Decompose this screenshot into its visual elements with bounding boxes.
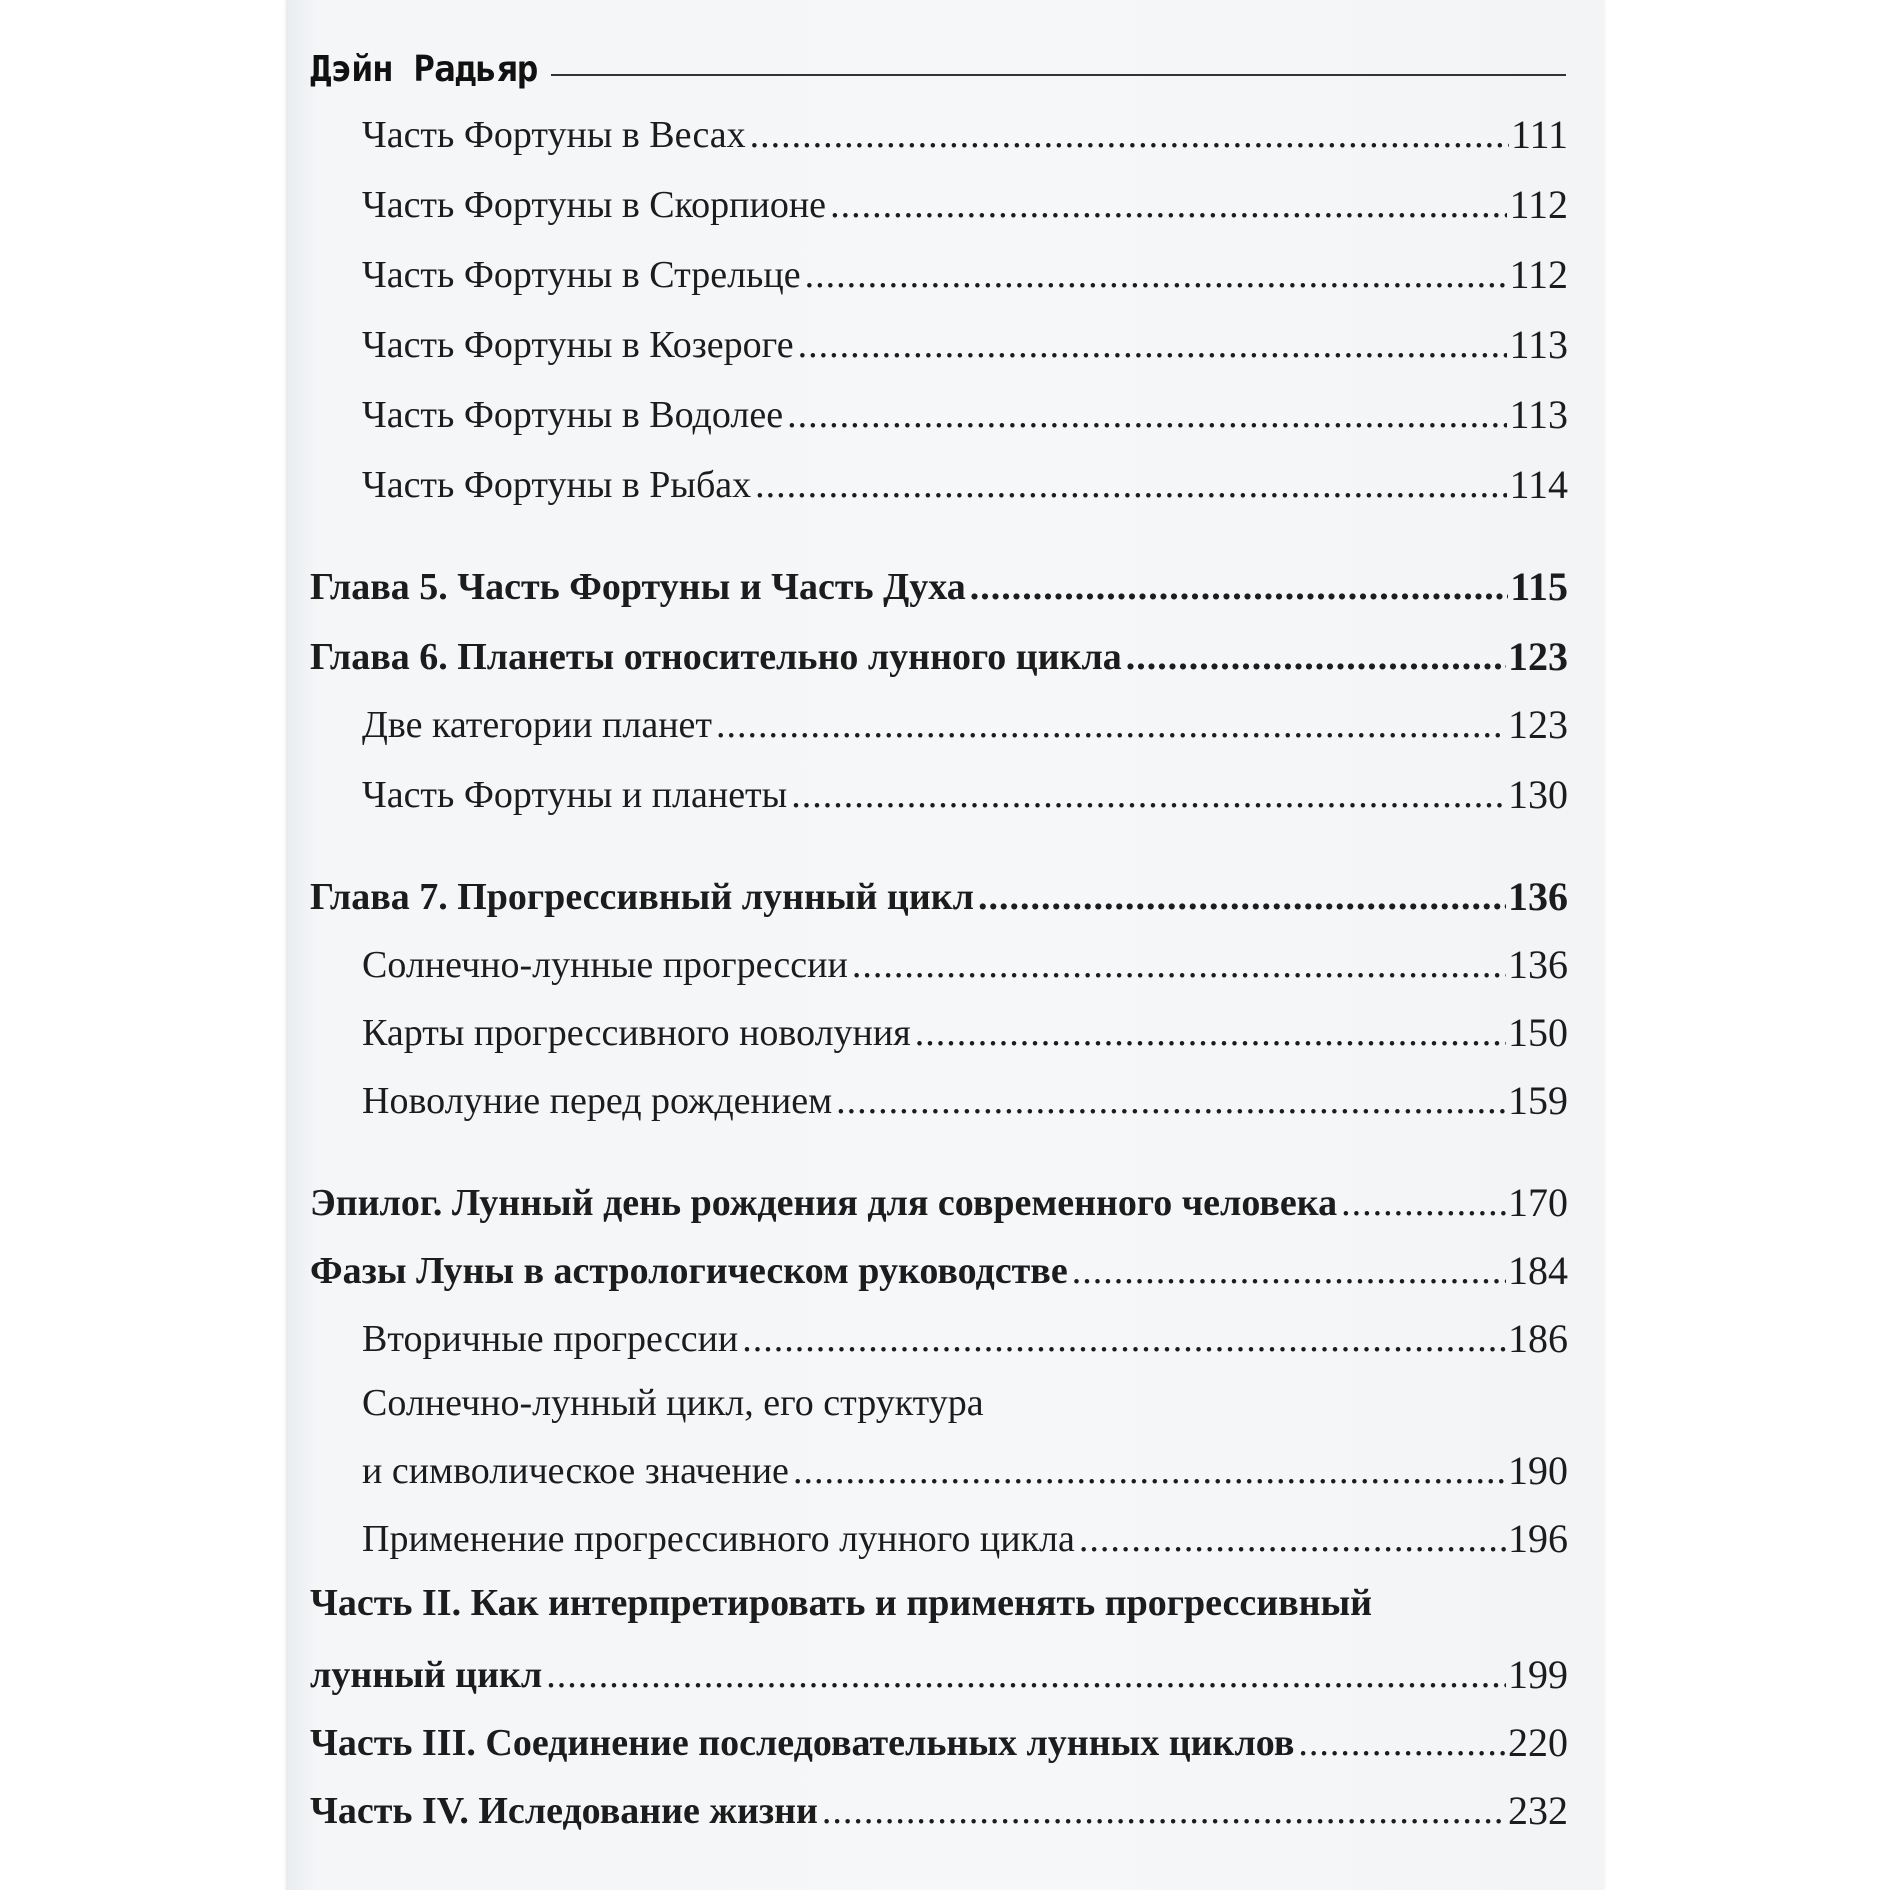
- toc-entry-page: 115: [1510, 564, 1568, 609]
- toc-entry-first-line: Солнечно-лунный цикл, его структура: [362, 1382, 984, 1424]
- toc-chapter-entry: [310, 564, 1568, 610]
- dot-leader: [787, 392, 1507, 438]
- dot-leader: [798, 322, 1508, 368]
- toc-entry-page: 123: [1508, 634, 1568, 679]
- dot-leader: [978, 874, 1506, 920]
- toc-entry-title: Часть Фортуны в Козероге: [362, 324, 794, 366]
- toc-entry: [310, 252, 1568, 298]
- dot-leader: [742, 1316, 1506, 1362]
- toc-entry-title: Часть Фортуны в Водолее: [362, 394, 784, 436]
- toc-entry-title: Карты прогрессивного новолуния: [362, 1012, 911, 1054]
- toc-entry-page: 112: [1509, 252, 1568, 297]
- toc-entry-title: Часть Фортуны в Рыбах: [362, 464, 752, 506]
- toc-entry-page: 196: [1508, 1516, 1568, 1561]
- dot-leader: [1298, 1720, 1506, 1766]
- toc-entry-title: Часть III. Соединение последовательных лунных циклов: [310, 1722, 1295, 1764]
- header-rule: [551, 74, 1566, 76]
- dot-leader: [1126, 634, 1506, 680]
- toc-entry-title: Вторичные прогрессии: [362, 1318, 739, 1360]
- toc-entry-page: 136: [1508, 874, 1568, 919]
- book-page: [286, 0, 1604, 1890]
- toc-entry: [310, 1078, 1568, 1124]
- header-author: Дэйн Радьяр: [310, 48, 538, 90]
- toc-entry-title: Часть Фортуны в Весах: [362, 114, 746, 156]
- toc-entry-page: 232: [1508, 1788, 1568, 1833]
- toc-entry-title: Новолуние перед рождением: [362, 1080, 833, 1122]
- toc-entry-page: 220: [1508, 1720, 1568, 1765]
- toc-entry-page: 123: [1508, 702, 1568, 747]
- dot-leader: [970, 564, 1508, 610]
- toc-entry-title: Применение прогрессивного лунного цикла: [362, 1518, 1075, 1560]
- running-header: [310, 44, 1566, 94]
- toc-entry: [310, 392, 1568, 438]
- dot-leader: [716, 702, 1506, 748]
- dot-leader: [750, 112, 1509, 158]
- toc-chapter-entry: [310, 1248, 1568, 1294]
- toc-entry-page: 190: [1508, 1448, 1568, 1493]
- toc-entry-title: Глава 5. Часть Фортуны и Часть Духа: [310, 566, 966, 608]
- toc-entry: [310, 1316, 1568, 1362]
- toc-entry-page: 114: [1509, 462, 1568, 507]
- toc-entry-title: Две категории планет: [362, 704, 713, 746]
- toc-entry-page: 199: [1508, 1652, 1568, 1697]
- dot-leader: [852, 942, 1506, 988]
- toc-entry-title: лунный цикл: [310, 1654, 543, 1696]
- toc-entry-title: Часть IV. Иследование жизни: [310, 1790, 818, 1832]
- toc-entry-title: Глава 7. Прогрессивный лунный цикл: [310, 876, 974, 918]
- toc-entry-title: Эпилог. Лунный день рождения для современного человека: [310, 1182, 1338, 1224]
- dot-leader: [822, 1788, 1506, 1834]
- toc-chapter-entry: [310, 634, 1568, 680]
- toc-chapter-entry: [310, 1788, 1568, 1834]
- toc-entry-page: 136: [1508, 942, 1568, 987]
- toc-entry-page: 111: [1510, 112, 1568, 157]
- toc-entry-title: Часть Фортуны и планеты: [362, 774, 788, 816]
- toc-entry: [310, 462, 1568, 508]
- toc-entry-page: 159: [1508, 1078, 1568, 1123]
- toc-entry-first-line: Часть II. Как интерпретировать и применять прогрессивный: [310, 1582, 1373, 1624]
- toc-entry-page: 170: [1508, 1180, 1568, 1225]
- dot-leader: [1072, 1248, 1506, 1294]
- toc-entry: [310, 182, 1568, 228]
- toc-entry: [310, 1516, 1568, 1562]
- toc-entry-page: 113: [1509, 322, 1568, 367]
- toc-entry: [310, 702, 1568, 748]
- toc-entry-page: 112: [1509, 182, 1568, 227]
- toc-entry-page: 130: [1508, 772, 1568, 817]
- toc-entry-page: 186: [1508, 1316, 1568, 1361]
- toc-entry: [310, 1448, 1568, 1494]
- toc-entry: [310, 1010, 1568, 1056]
- toc-entry-page: 150: [1508, 1010, 1568, 1055]
- dot-leader: [791, 772, 1506, 818]
- dot-leader: [793, 1448, 1506, 1494]
- dot-leader: [836, 1078, 1506, 1124]
- toc-entry-title: и символическое значение: [362, 1450, 789, 1492]
- toc-entry-title: Часть Фортуны в Скорпионе: [362, 184, 827, 226]
- toc-entry: [310, 942, 1568, 988]
- toc-entry-title: Глава 6. Планеты относительно лунного цикла: [310, 636, 1122, 678]
- dot-leader: [755, 462, 1507, 508]
- toc-entry-page: 113: [1509, 392, 1568, 437]
- dot-leader: [830, 182, 1507, 228]
- toc-chapter-entry: [310, 874, 1568, 920]
- toc-entry-title: Фазы Луны в астрологическом руководстве: [310, 1250, 1068, 1292]
- dot-leader: [915, 1010, 1506, 1056]
- toc-entry: [310, 112, 1568, 158]
- toc-chapter-entry: [310, 1180, 1568, 1226]
- dot-leader: [805, 252, 1508, 298]
- dot-leader: [1341, 1180, 1506, 1226]
- dot-leader: [546, 1652, 1506, 1698]
- toc-entry-title: Солнечно-лунные прогрессии: [362, 944, 848, 986]
- toc-entry-page: 184: [1508, 1248, 1568, 1293]
- toc-entry: [310, 322, 1568, 368]
- dot-leader: [1079, 1516, 1506, 1562]
- toc-chapter-entry: [310, 1720, 1568, 1766]
- toc-chapter-entry: [310, 1652, 1568, 1698]
- toc-entry-title: Часть Фортуны в Стрельце: [362, 254, 801, 296]
- toc-entry: [310, 772, 1568, 818]
